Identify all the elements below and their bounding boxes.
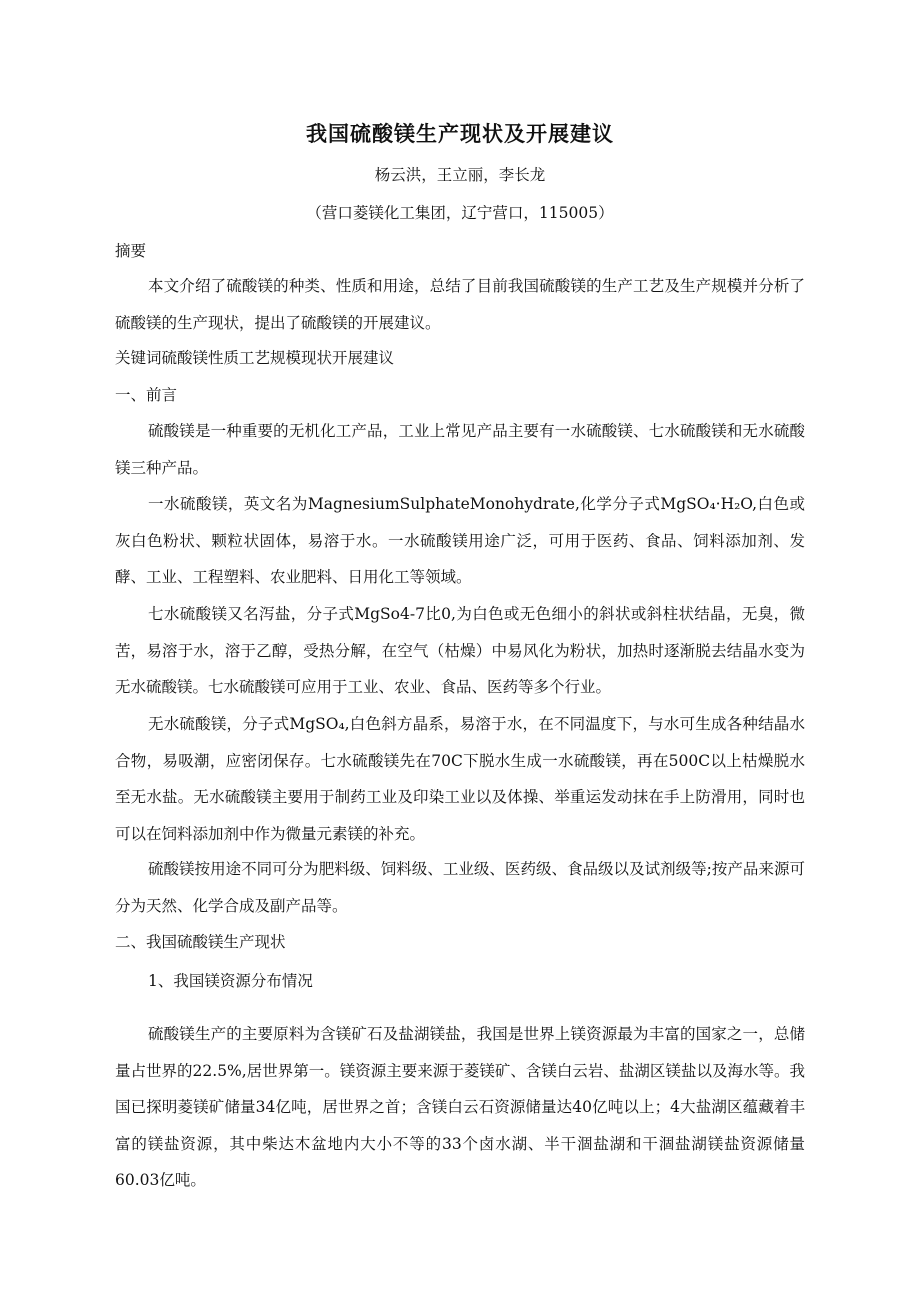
paragraph-resources: 硫酸镁生产的主要原料为含镁矿石及盐湖镁盐，我国是世界上镁资源最为丰富的国家之一，总储量占世界的22.5%,居世界第一。镁资源主要来源于菱镁矿、含镁白云岩、盐湖区镁盐以及海水等。我国已探明菱镁矿储量34亿吨，居世界之首；含镁白云石资源储量达40亿吨以上；4大盐湖区蕴藏着丰富的镁盐资源，其中柴达木盆地内大小不等的33个卤水湖、半干涸盐湖和干涸盐湖镁盐资源储量60.03亿吨。 xyxy=(115,1025,805,1189)
abstract-heading: 摘要 xyxy=(115,242,147,260)
section-heading-intro: 一、前言 xyxy=(115,386,178,404)
paragraph-intro-1: 硫酸镁是一种重要的无机化工产品，工业上常见产品主要有一水硫酸镁、七水硫酸镁和无水硫酸镁三种产品。 xyxy=(115,422,805,477)
paragraph-anhydrous: 无水硫酸镁，分子式MgSO₄,白色斜方晶系，易溶于水，在不同温度下，与水可生成各种结晶水合物，易吸潮，应密闭保存。七水硫酸镁先在70C下脱水生成一水硫酸镁，再在500C以上枯燥脱水至无水盐。无水硫酸镁主要用于制药工业及印染工业以及体操、举重运发动抹在手上防滑用，同时也可以在饲料添加剂中作为微量元素镁的补充。 xyxy=(115,715,805,843)
abstract-paragraph: 本文介绍了硫酸镁的种类、性质和用途，总结了目前我国硫酸镁的生产工艺及生产规模并分析了硫酸镁的生产现状，提出了硫酸镁的开展建议。 xyxy=(115,277,805,332)
document-title: 我国硫酸镁生产现状及开展建议 xyxy=(306,122,614,146)
paragraph-grades: 硫酸镁按用途不同可分为肥料级、饲料级、工业级、医药级、食品级以及试剂级等;按产品来源可分为天然、化学合成及副产品等。 xyxy=(115,860,805,915)
paragraph-heptahydrate: 七水硫酸镁又名泻盐，分子式MgSo4-7比0,为白色或无色细小的斜状或斜柱状结晶，无臭，微苦，易溶于水，溶于乙醇，受热分解，在空气（枯燥）中易风化为粉状，加热时逐渐脱去结晶水变为无水硫酸镁。七水硫酸镁可应用于工业、农业、食品、医药等多个行业。 xyxy=(115,605,805,696)
affiliation: （营口菱镁化工集团，辽宁营口，115005） xyxy=(306,204,614,222)
keywords-line: 关键词硫酸镁性质工艺规模现状开展建议 xyxy=(115,349,395,367)
author-list: 杨云洪，王立丽，李长龙 xyxy=(374,166,546,184)
paragraph-monohydrate: 一水硫酸镁，英文名为MagnesiumSulphateMonohydrate,化学分子式MgSO₄·H₂O,白色或灰白色粉状、颗粒状固体，易溶于水。一水硫酸镁用途广泛，可用于医药、食品、饲料添加剂、发酵、工业、工程塑料、农业肥料、日用化工等领域。 xyxy=(115,495,805,586)
section-heading-status: 二、我国硫酸镁生产现状 xyxy=(115,933,286,951)
subsection-heading-resources: 1、我国镁资源分布情况 xyxy=(148,972,313,990)
